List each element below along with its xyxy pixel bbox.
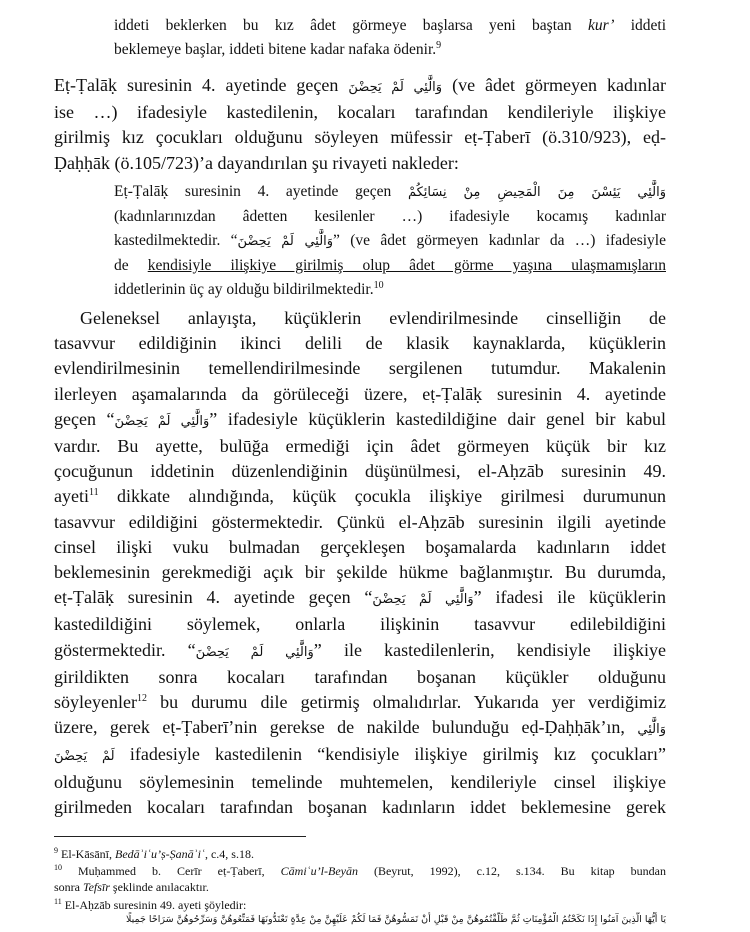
paragraph-line: girilmiş kız çocukları olduğunu söyleyen müfessir eṭ-Ṭaberī (ö.310/923), eḍ- <box>54 127 666 148</box>
quote-block-continued <box>114 14 666 62</box>
paragraph-line: Eṭ-Ṭalāḳ suresinin 4. ayetinde geçen وَالَّٰئِي لَمْ يَحِضْنَ (ve âdet görmeyen kadınlar <box>54 75 666 95</box>
paragraph-line: beklemesinin gerekmediği açık bir şekilde hükme bağlanmıştır. Bu durumda, <box>54 562 666 583</box>
paragraph-line: ayeti$^{11}$ dikkate alındığında, küçük çocukla ilişkiye girilmesi durumunun <box>54 486 666 507</box>
underlined-phrase: kendisiyle ilişkiye girilmiş olup âdet görme yaşına ulaşmamışların <box>147 257 666 274</box>
footnote-9: $^9$ El-Kāsānī, Bedāʾiʿu’ṣ-Ṣanāʾiʿ, c.4, s.18. <box>54 846 254 861</box>
paragraph-line: girilmeden kocaları tarafından boşanan kadınların iddet beklemesine gerek <box>54 796 666 817</box>
paragraph-line: üzere, gerek eṭ-Ṭaberī’nin gerekse de nakilde bulunduğu eḍ-Ḍaḥḥāk’ın, وَالَّٰئِي <box>54 717 666 738</box>
footnote-ref-12[interactable]: 12 <box>136 693 147 705</box>
footnote-divider <box>54 836 306 837</box>
arabic-verse-fragment: وَالَّٰئِي لَمْ يَحِضْنَ <box>114 413 210 429</box>
paragraph-line: girildikten sonra kocaları tarafından boşanan küçükler olduğunu <box>54 666 666 687</box>
paragraph-line: geçen “وَالَّٰئِي لَمْ يَحِضْنَ” ifadesiyle küçüklerin kastedildiğine dair genel bir kabul <box>54 408 666 429</box>
paragraph-2 <box>54 306 666 820</box>
arabic-verse-fragment: وَالَّٰئِي لَمْ يَحِضْنَ <box>237 234 334 249</box>
arabic-verse-fragment: وَالَّٰئِي لَمْ يَحِضْنَ <box>348 80 443 95</box>
footnote-line: $^{10}$ Muḥammed b. Cerīr eṭ-Ṭaberī, Cāmiʿu’l-Beyān (Beyrut, 1992), c.12, s.134. Bu kitap bundan <box>54 863 666 878</box>
paragraph-line: cinsel ilişki vuku bulmadan gerçekleşen boşamalarda kadınların iddet <box>54 536 666 557</box>
paragraph-line: tasavvur edildiğinin ikinci delili de klasik kaynaklarda, küçüklerin <box>54 333 666 354</box>
quote-line: iddeti beklerken bu kız âdet görmeye başlarsa yeni baştan kur’ iddeti <box>114 17 666 34</box>
paragraph-line: eṭ-Ṭalāḳ suresinin 4. ayetinde geçen “وَالَّٰئِي لَمْ يَحِضْنَ” ifadesi ile küçüklerin <box>54 587 666 608</box>
quote-line: iddetlerinin üç ay olduğu bildirilmektedir.$^{10}$ <box>114 279 384 298</box>
footnote-line: sonra Tefsīr şeklinde anılacaktır. <box>54 880 209 894</box>
footnote-ref-11[interactable]: 11 <box>88 487 99 499</box>
footnote-ref-10[interactable]: 10 <box>373 279 384 291</box>
paragraph-line: vardır. Bu ayette, bulūğa ermediği için âdet görmeyen küçük bir kız <box>54 436 666 457</box>
footnote-10 <box>54 863 666 895</box>
footnote-11: $^{11}$ El-Aḥzāb suresinin 49. ayeti şöyledir: <box>54 897 247 912</box>
paragraph-line: ilerleyen aşamalarında da görüleceği üzere, eṭ-Ṭalāḳ suresinin 4. ayetinde <box>54 383 666 404</box>
arabic-verse-fragment: وَالَّٰئِي <box>637 722 666 738</box>
quote-line: (kadınlarınızdan âdetten kesilenler …) ifadesiyle kocamış kadınlar <box>114 208 666 225</box>
footnote-ref-9[interactable]: 9 <box>436 39 442 51</box>
arabic-verse-fragment: لَمْ يَحِضْنَ <box>54 749 115 765</box>
paragraph-line: evlendirilmesinin temellendirilmesinde sergilenen tutumdur. Makalenin <box>54 358 666 379</box>
paragraph-line: kastedildiğini söylemek, onlarla ilişkinin tasavvur edilebildiğini <box>54 614 666 635</box>
footnote-11-arabic: يَا أَيُّهَا الَّذِينَ آمَنُوا إِذَا نَكَحْتُمُ الْمُؤْمِنَاتِ ثُمَّ طَلَّقْتُمُوهُنَّ مِنْ قَبْلِ أَنْ تَمَسُّوهُنَّ فَمَا لَكُمْ عَلَيْهِنَّ مِنْ عِدَّةٍ تَعْتَدُّونَهَا فَمَتِّعُوهُنَّ وَسَرِّحُوهُنَّ سَرَاحًا جَمِيلًا <box>126 914 666 925</box>
paragraph-line: Geleneksel anlayışta, küçüklerin evlendirilmesinde cinselliğin de <box>80 308 666 328</box>
arabic-verse-fragment: وَالَّٰئِي يَئِسْنَ مِنَ الْمَحِيضِ مِنْ نِسَائِكُمْ <box>407 185 666 200</box>
paragraph-1 <box>54 73 666 176</box>
paragraph-line: ise …) ifadesiyle kastedilenin, kocaları tarafından kendileriyle ilişkiye <box>54 102 666 123</box>
paragraph-line: tasavvur edildiğini göstermektedir. Çünkü el-Aḥzāb suresinin ilgili ayetinde <box>54 511 666 532</box>
paragraph-line: لَمْ يَحِضْنَ ifadesiyle kastedilenin “kendisiyle ilişkiye girilmiş kız çocukları” <box>54 744 666 765</box>
paragraph-line: söyleyenler$^{12}$ bu durumu dile getirmiş olmalıdırlar. Yukarıda yer verdiğimiz <box>54 692 666 713</box>
quote-line: Eṭ-Ṭalāḳ suresinin 4. ayetinde geçen وَالَّٰئِي يَئِسْنَ مِنَ الْمَحِيضِ مِنْ نِسَائِكُمْ <box>114 183 666 200</box>
quote-line: kastedilmektedir. “وَالَّٰئِي لَمْ يَحِضْنَ” (ve âdet görmeyen kadınlar da …) ifadesiyle <box>114 232 666 249</box>
paragraph-line: Ḍaḥḥāk (ö.105/723)’a dayandırılan şu rivayeti nakleder: <box>54 152 459 173</box>
arabic-verse-fragment: وَالَّٰئِي لَمْ يَحِضْنَ <box>372 592 474 608</box>
paragraph-line: göstermektedir. “وَالَّٰئِي لَمْ يَحِضْنَ” ile kastedilenlerin, kendisiyle ilişkiye <box>54 639 666 660</box>
arabic-verse-fragment: وَالَّٰئِي لَمْ يَحِضْنَ <box>195 644 314 660</box>
paragraph-line: çocuğunun iddetinin düzenlendiğinin düşünülmesi, el-Aḥzāb suresinin 49. <box>54 461 666 482</box>
paragraph-line: olduğunu söylemesinin temelinde muhtemelen, kendileriyle cinsel ilişkiye <box>54 771 666 792</box>
quote-italic-term: kur’ <box>587 17 615 34</box>
quote-block-taberi <box>114 180 666 302</box>
quote-line: beklemeye başlar, iddeti bitene kadar nafaka ödenir.$^9$ <box>114 39 442 58</box>
quote-line: de kendisiyle ilişkiye girilmiş olup âdet görme yaşına ulaşmamışların <box>114 257 666 274</box>
